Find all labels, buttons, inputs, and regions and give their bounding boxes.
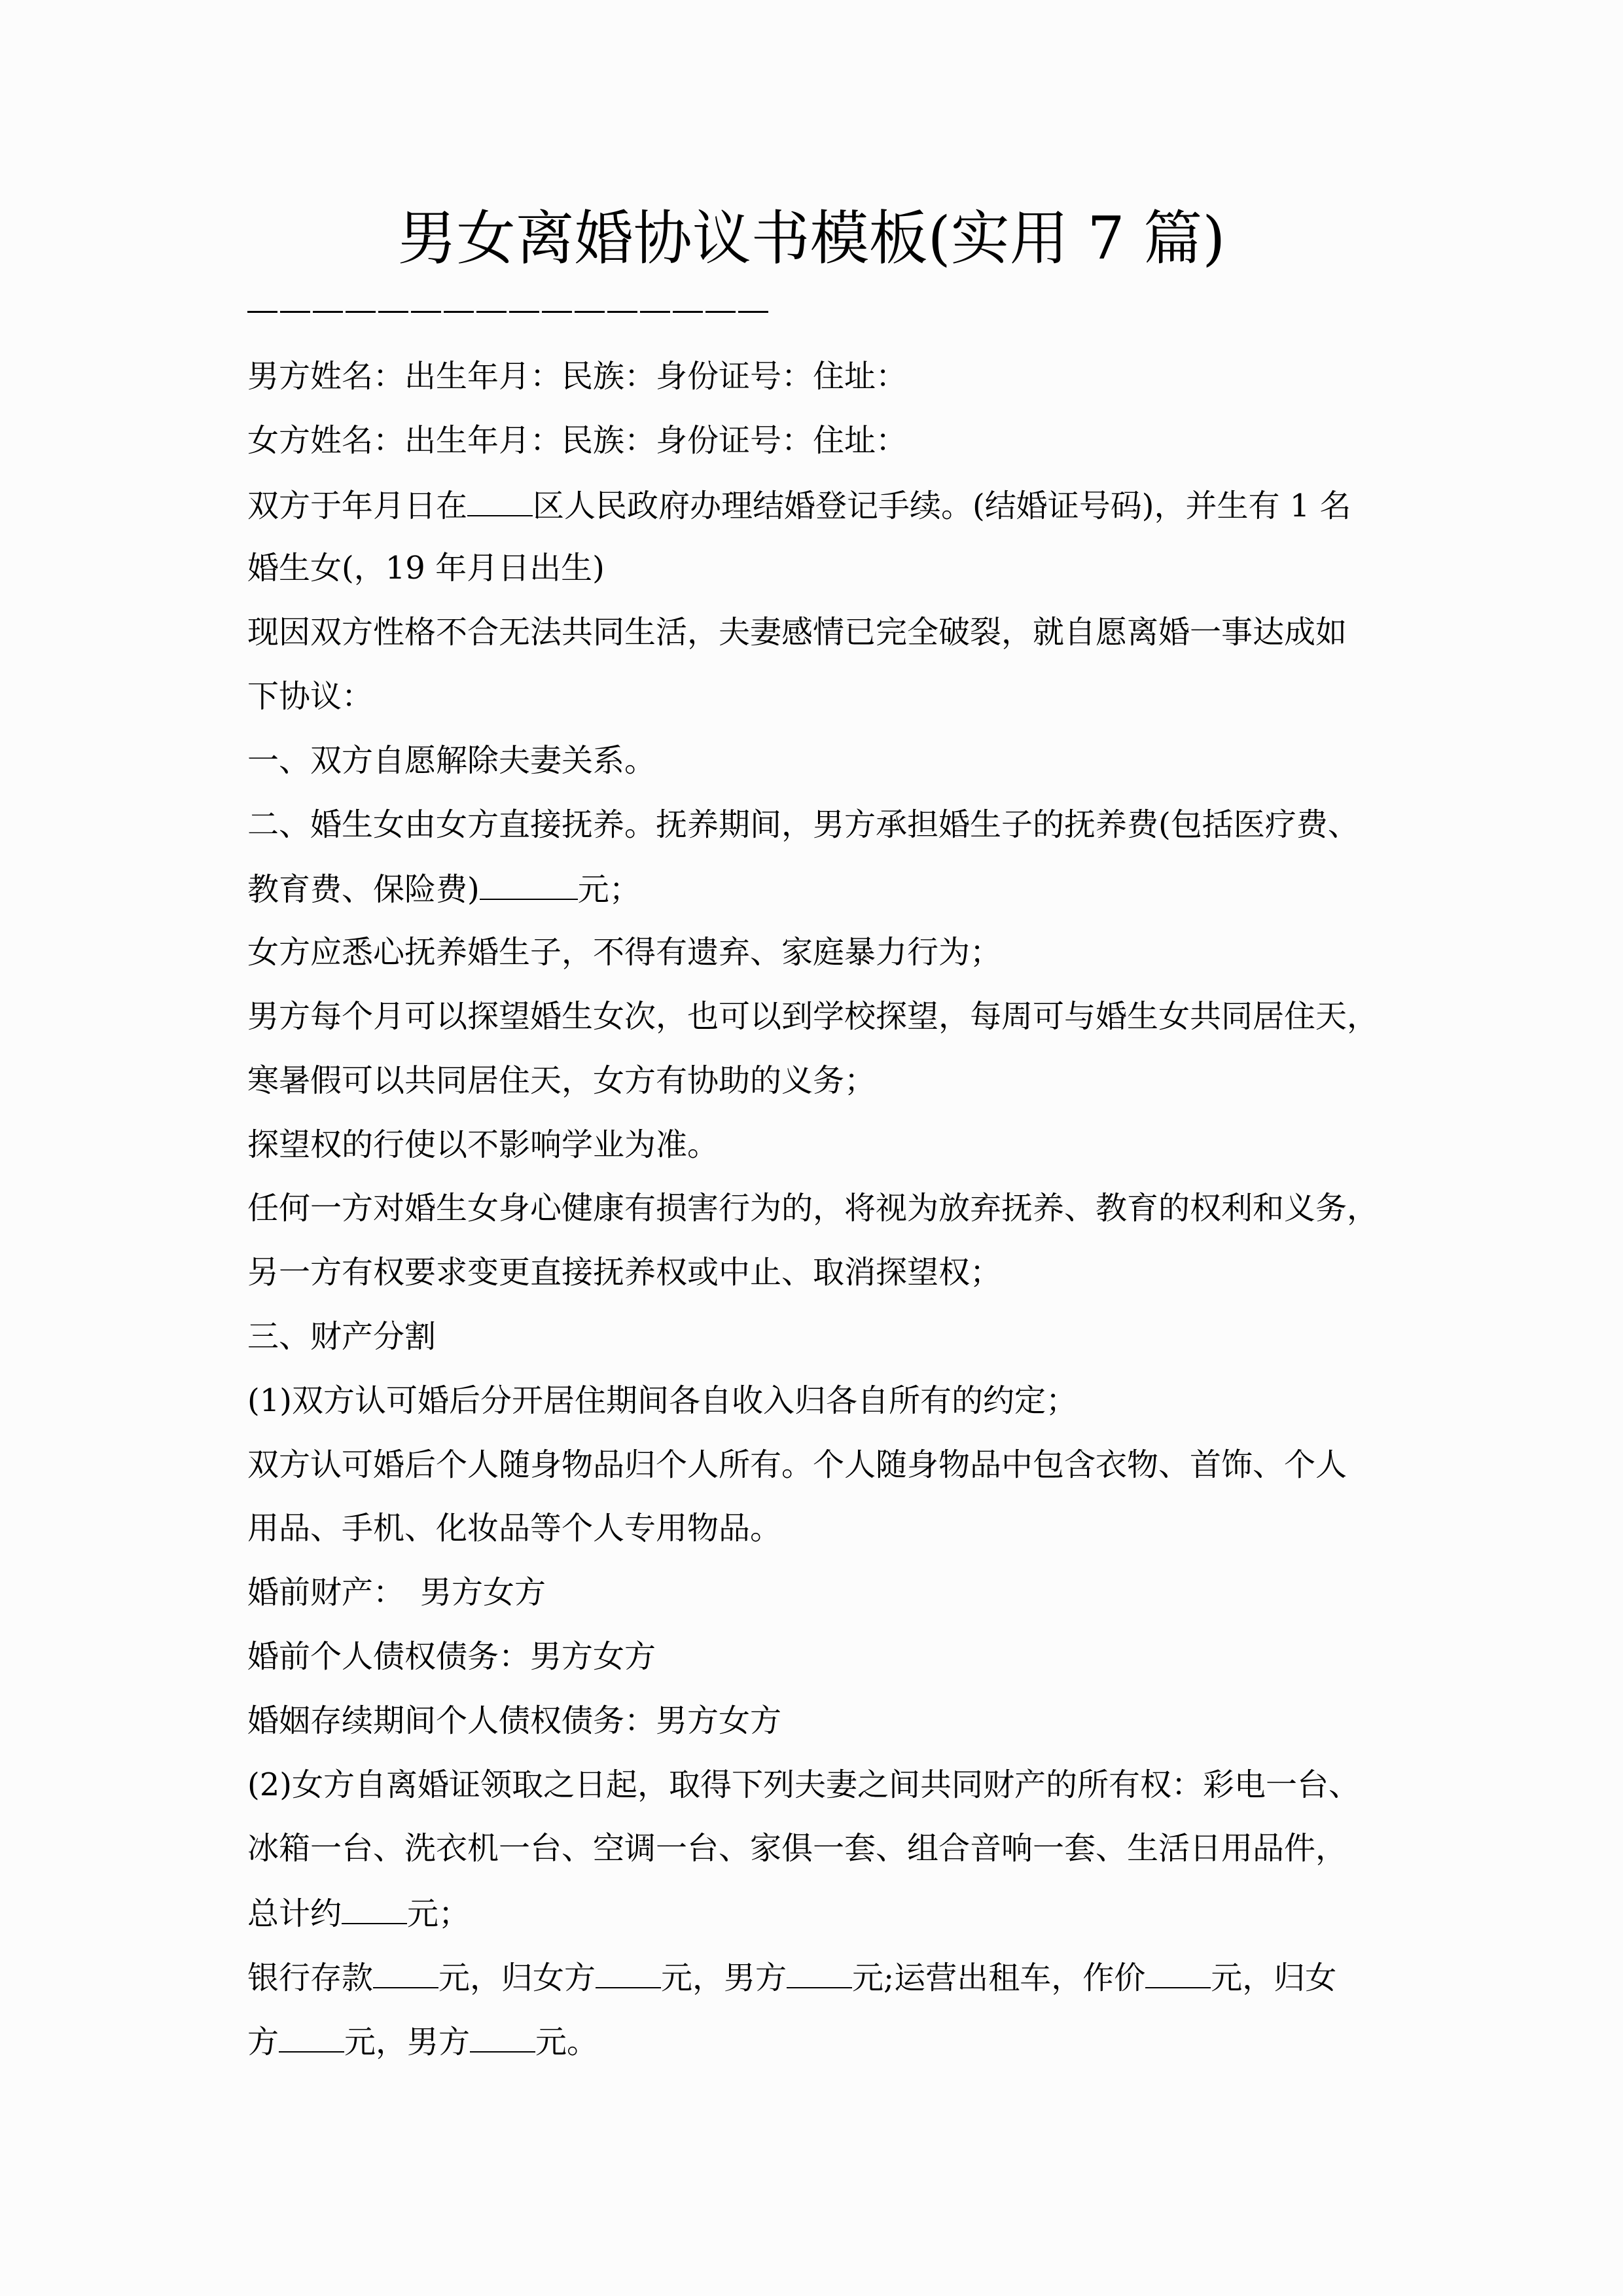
line-text: 方 (247, 2023, 279, 2060)
rule-dash (509, 311, 539, 313)
document-line (247, 1189, 1378, 1228)
document-line (247, 1317, 436, 1356)
line-text: 元； (577, 871, 641, 908)
document-line (247, 1253, 1001, 1292)
document-title (0, 196, 1623, 281)
fill-in-blank (373, 1957, 438, 1988)
document-line (247, 1445, 1347, 1484)
fill-in-blank (467, 485, 533, 516)
line-text: 任何一方对婚生女身心健康有损害行为的，将视为放弃抚养、教育的权利和义务， (247, 1190, 1379, 1227)
line-text: 下协议： (247, 678, 374, 715)
line-text: 婚前财产： 男方女方 (247, 1574, 546, 1611)
document-line (247, 2021, 598, 2060)
document-line (247, 1381, 1077, 1420)
line-text: 男方每个月可以探望婚生女次，也可以到学校探望，每周可与婚生女共同居住天， (247, 998, 1379, 1035)
document-line (247, 613, 1347, 652)
document-line (247, 1765, 1360, 1804)
document-line (247, 1573, 546, 1612)
line-text: 婚姻存续期间个人债权债务：男方女方 (247, 1702, 782, 1739)
rule-dash (542, 311, 572, 313)
rule-dash (280, 311, 310, 313)
title-separator-rule (247, 309, 771, 314)
line-text: (1)双方认可婚后分开居住期间各自收入归各自所有的约定； (247, 1382, 1077, 1419)
rule-dash (607, 311, 637, 313)
document-line (247, 1637, 656, 1676)
line-text: 三、财产分割 (247, 1318, 437, 1355)
document-line (247, 869, 641, 908)
fill-in-blank (279, 2021, 344, 2053)
fill-in-blank (596, 1957, 661, 1988)
line-text: 总计约 (247, 1895, 342, 1933)
document-line (247, 741, 656, 780)
line-text: 用品、手机、化妆品等个人专用物品。 (247, 1510, 782, 1547)
document-line (247, 677, 373, 716)
line-text: 男方姓名：出生年月：民族：身份证号：住址： (247, 358, 908, 395)
rule-dash (705, 311, 736, 313)
document-line (247, 805, 1359, 844)
document-line (247, 421, 907, 460)
document-line (247, 1829, 1347, 1868)
line-text: 双方于年月日在 (247, 487, 468, 524)
line-text: (2)女方自离婚证领取之日起，取得下列夫妻之间共同财产的所有权：彩电一台、 (247, 1766, 1360, 1803)
line-text: 元。 (535, 2023, 599, 2060)
line-text: 一、双方自愿解除夫妻关系。 (247, 742, 656, 779)
line-text: 婚生女(，19 年月日出生) (247, 550, 605, 587)
rule-dash (411, 311, 441, 313)
rule-dash (575, 311, 605, 313)
document-line (247, 548, 605, 588)
document-line (247, 357, 907, 396)
rule-dash (476, 311, 507, 313)
document-line (247, 1893, 470, 1932)
line-text: 冰箱一台、洗衣机一台、空调一台、家俱一套、组合音响一套、生活日用品件， (247, 1830, 1347, 1867)
line-text: 寒暑假可以共同居住天，女方有协助的义务； (247, 1062, 876, 1099)
document-line (247, 997, 1378, 1036)
fill-in-blank (787, 1957, 852, 1988)
line-text: 区人民政府办理结婚登记手续。(结婚证号码)，并生有 1 名 (533, 487, 1351, 524)
line-text: 另一方有权要求变更直接抚养权或中止、取消探望权； (247, 1254, 1002, 1291)
line-text: 女方应悉心抚养婚生子，不得有遗弃、家庭暴力行为； (247, 934, 1002, 971)
line-text: 元;运营出租车，作价 (852, 1960, 1146, 1996)
line-text: 探望权的行使以不影响学业为准。 (247, 1126, 719, 1163)
line-text: 元，男方 (344, 2023, 471, 2060)
rule-dash (640, 311, 670, 313)
fill-in-blank (470, 2021, 535, 2053)
line-text: 现因双方性格不合无法共同生活，夫妻感情已完全破裂，就自愿离婚一事达成如 (247, 614, 1347, 651)
line-text: 双方认可婚后个人随身物品归个人所有。个人随身物品中包含衣物、首饰、个人 (247, 1446, 1347, 1483)
line-text: 银行存款 (247, 1960, 374, 1996)
rule-dash (444, 311, 474, 313)
line-text: 婚前个人债权债务：男方女方 (247, 1638, 656, 1675)
document-line (247, 933, 1001, 972)
line-text: 元，归女方 (438, 1960, 596, 1996)
rule-dash (673, 311, 703, 313)
document-line (247, 1509, 781, 1548)
document-title-text: 男女离婚协议书模板(实用 7 篇) (397, 204, 1226, 273)
document-line (247, 1957, 1336, 1996)
line-text: 元； (407, 1895, 471, 1933)
document-line (247, 1061, 876, 1100)
rule-dash (313, 311, 343, 313)
rule-dash (378, 311, 408, 313)
document-line (247, 485, 1351, 524)
rule-dash (738, 311, 768, 313)
document-line (247, 1701, 781, 1740)
document-line (247, 1125, 719, 1164)
rule-dash (346, 311, 376, 313)
line-text: 元，男方 (661, 1960, 787, 1996)
line-text: 女方姓名：出生年月：民族：身份证号：住址： (247, 422, 908, 459)
line-text: 元，归女 (1211, 1960, 1337, 1996)
fill-in-blank (480, 869, 578, 900)
line-text: 教育费、保险费) (247, 871, 480, 908)
line-text: 二、婚生女由女方直接抚养。抚养期间，男方承担婚生子的抚养费(包括医疗费、 (247, 806, 1359, 843)
fill-in-blank (1145, 1957, 1211, 1988)
rule-dash (247, 311, 277, 313)
fill-in-blank (342, 1893, 407, 1924)
